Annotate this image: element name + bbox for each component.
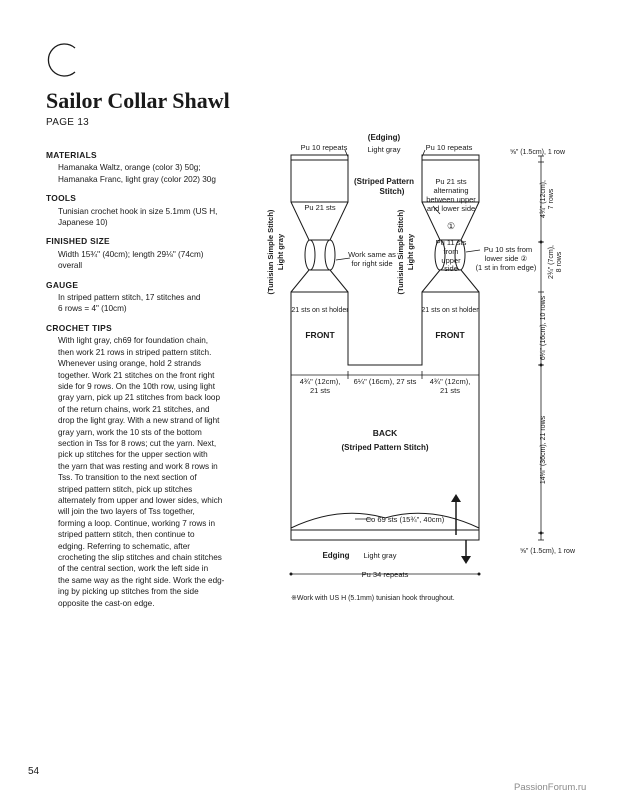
pu10-lower-label: Pu 10 sts from xyxy=(483,245,533,254)
materials-line: Hamanaka Franc, light gray (color 202) 30g xyxy=(58,174,216,184)
alternating-label: and lower side xyxy=(426,204,476,213)
striped-pattern-label: (Striped Pattern xyxy=(353,177,415,186)
work-same-label: Work same as xyxy=(348,250,396,259)
striped-pattern-label: Stitch) xyxy=(379,187,405,196)
left-pickup-label: Pu 10 repeats xyxy=(300,143,348,152)
gauge-line: 6 rows = 4" (10cm) xyxy=(58,304,127,314)
right-lower-taper xyxy=(422,270,479,292)
crochet-tips-text: With light gray, ch69 for foundation chain, then work 21 rows in striped pattern stitch. Whenever using orange, hold 2 strands together. Work 21 stitches on the front right side for 9 rows. On the 10th row, using light gray yarn, pick up 21 stitches from back loop of the return chains, work 21 stitches, and drop the light gray. With a new strand of light gray yarn, work the 10 sts of the bottom section in Tss for 8 rows; cut the yarn. Next, pick up stitches for the upper section with the yarn that was resting and work 8 rows in Tss. To transition to the next section of striped pattern stitch, pick up stitches alternately from upper and lower sides, which will join the two layers of Tss together, forming a loop. Continue, working 7 rows in striped pattern stitch, then continue to edging. Referring to schematic, after crocheting the slip stitches and chain stitches of the central section, work the left side in the same way as the right side. Work the edg- ing by picking up stitches from the side opposite the cast-on edge. xyxy=(58,336,225,608)
finished-size-heading: FINISHED SIZE xyxy=(46,236,110,247)
right-dim-1: 4¾" (12cm), xyxy=(540,180,547,218)
left-tss-label: (Tunisian Simple Stitch) xyxy=(266,209,275,295)
right-width-label: 4¾" (12cm), xyxy=(429,377,471,386)
right-bottom-dim: ⅝" (1.5cm), 1 row xyxy=(520,548,575,555)
back-label: BACK xyxy=(372,428,398,438)
tools-line: Tunisian crochet hook in size 5.1mm (US H, xyxy=(58,206,218,216)
left-width-label: 4¾" (12cm), xyxy=(299,377,341,386)
gauge-heading: GAUGE xyxy=(46,279,79,290)
left-pu21-label: Pu 21 sts xyxy=(304,203,336,212)
right-tss-color: Light gray xyxy=(406,233,415,271)
bottom-edging-label: Edging xyxy=(322,551,350,560)
right-width-label: 21 sts xyxy=(439,386,461,395)
alternating-label: between upper xyxy=(426,195,476,204)
pu11-label: upper xyxy=(441,256,461,265)
left-holder-label: 21 sts on st holder xyxy=(291,307,349,314)
finished-size-line: Width 15¾" (40cm); length 29⅛" (74cm) xyxy=(58,249,204,259)
right-holder-label: 21 sts on st holder xyxy=(421,307,479,314)
pu11-label: from xyxy=(443,247,459,256)
right-front-label: FRONT xyxy=(435,330,465,340)
right-dim-4: 14⅛" (36cm), 21 rows xyxy=(540,415,547,485)
hook-note: ※Work with US H (5.1mm) tunisian hook throughout. xyxy=(291,595,455,602)
right-top-dim: ⅝" (1.5cm), 1 row xyxy=(510,149,565,156)
tools-heading: TOOLS xyxy=(46,193,77,204)
alternating-label: alternating xyxy=(433,186,469,195)
page-title: Sailor Collar Shawl xyxy=(46,88,230,113)
left-lower-taper xyxy=(291,270,348,292)
top-edging-right xyxy=(422,155,479,160)
right-dim-3: 6¼" (16cm), 10 rows xyxy=(540,295,547,361)
cast-on-label: Co 69 sts (15¾", 40cm) xyxy=(365,515,445,524)
gauge-line: In striped pattern stitch, 17 stitches and xyxy=(58,293,201,303)
work-same-label: for right side xyxy=(351,259,393,268)
right-dim-1b: 7 rows xyxy=(548,188,555,210)
page-reference: PAGE 13 xyxy=(46,117,90,128)
pu11-label: side xyxy=(444,264,458,273)
left-tss-color: Light gray xyxy=(276,233,285,271)
back-pattern-label: (Striped Pattern Stitch) xyxy=(341,443,429,452)
left-upper-panel xyxy=(291,160,348,202)
crochet-tips-heading: CROCHET TIPS xyxy=(46,322,112,333)
right-dim-2: 2¾" (7cm), xyxy=(548,245,555,279)
middle-width-label: 6¼" (16cm), 27 sts xyxy=(353,377,417,386)
right-pickup-label: Pu 10 repeats xyxy=(425,143,473,152)
tools-line: Japanese 10) xyxy=(58,218,108,228)
pu34-label: Pu 34 repeats xyxy=(361,570,409,579)
materials-heading: MATERIALS xyxy=(46,150,97,160)
watermark: PassionForum.ru xyxy=(514,782,587,793)
pu10-lower-label: lower side ② xyxy=(484,254,528,263)
materials-line: Hamanaka Waltz, orange (color 3) 50g; xyxy=(58,163,201,173)
top-edging-label: (Edging) xyxy=(367,133,401,142)
bottom-light-gray-label: Light gray xyxy=(363,551,397,560)
pu10-lower-label: (1 st in from edge) xyxy=(475,263,537,272)
page-number: 54 xyxy=(28,766,40,777)
pu11-label: Pu 11 sts xyxy=(435,238,467,247)
left-loop xyxy=(305,240,335,270)
left-front-label: FRONT xyxy=(305,330,335,340)
left-width-label: 21 sts xyxy=(309,386,331,395)
step-one-marker: ① xyxy=(446,221,456,231)
finished-size-line: overall xyxy=(58,261,83,271)
right-dim-2b: 8 rows xyxy=(556,251,563,273)
top-light-gray-label: Light gray xyxy=(367,145,401,154)
alternating-label: Pu 21 sts xyxy=(435,177,467,186)
top-edging-left xyxy=(291,155,348,160)
right-tss-label: (Tunisian Simple Stitch) xyxy=(396,209,405,295)
